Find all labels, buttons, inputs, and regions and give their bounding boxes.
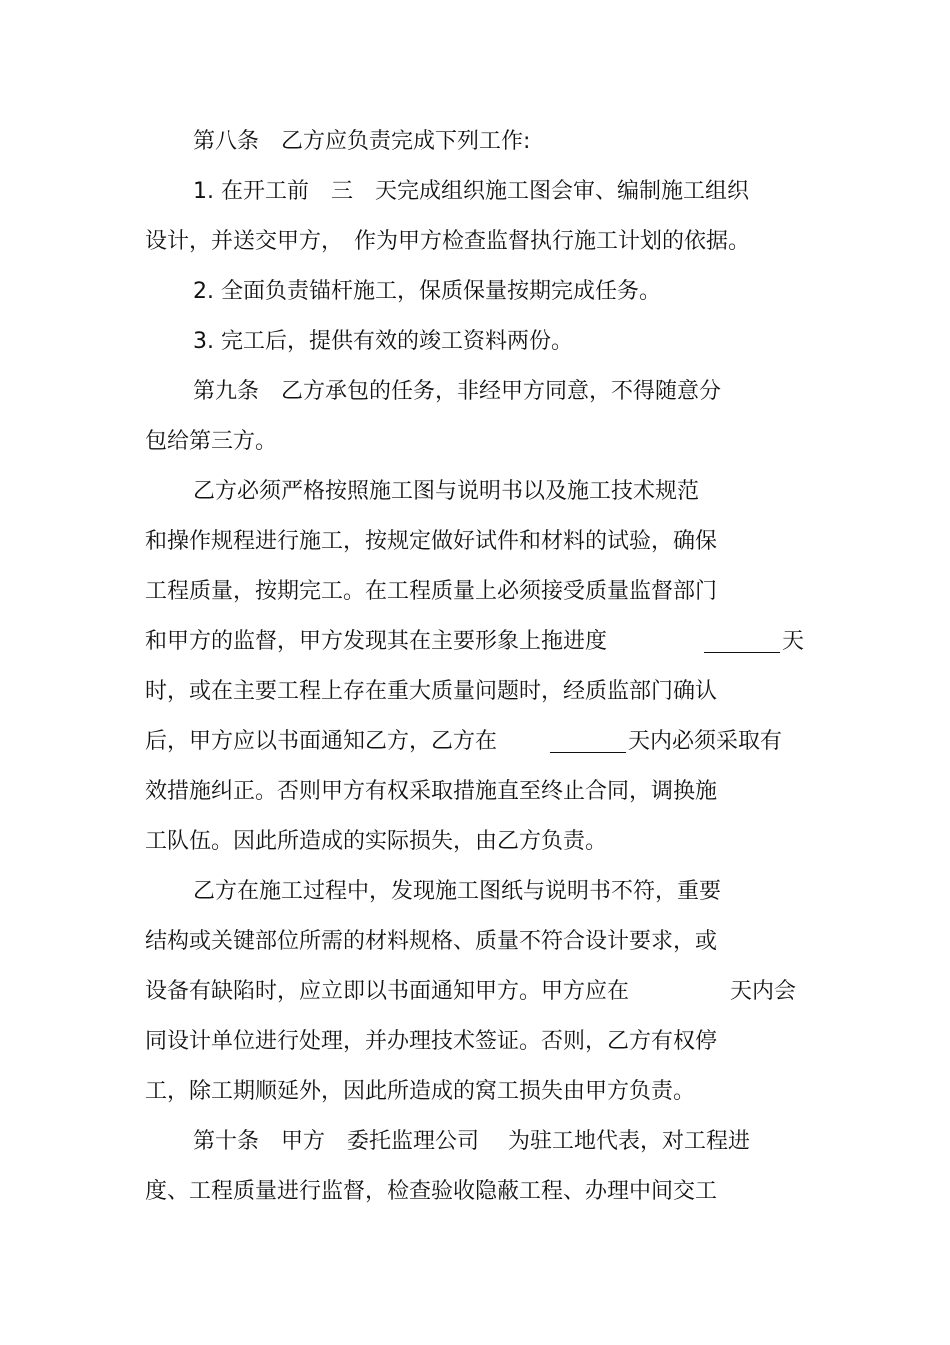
paragraph-line: 3. 完工后，提供有效的竣工资料两份。 xyxy=(193,329,573,354)
paragraph-line: 和甲方的监督，甲方发现其在主要形象上拖进度 xyxy=(145,629,608,654)
paragraph-line: 乙方在施工过程中，发现施工图纸与说明书不符，重要 xyxy=(193,879,722,904)
article-9-heading: 第九条 乙方承包的任务，非经甲方同意，不得随意分 xyxy=(193,379,722,404)
article-8-heading: 第八条 乙方应负责完成下列工作: xyxy=(193,129,531,154)
paragraph-line: 效措施纠正。否则甲方有权采取措施直至终止合同，调换施 xyxy=(145,779,718,804)
paragraph-line: 和操作规程进行施工，按规定做好试件和材料的试验，确保 xyxy=(145,529,718,554)
paragraph-line: 工程质量，按期完工。在工程质量上必须接受质量监督部门 xyxy=(145,579,718,604)
paragraph-line: 工，除工期顺延外，因此所造成的窝工损失由甲方负责。 xyxy=(145,1079,696,1104)
paragraph-line: 工队伍。因此所造成的实际损失，由乙方负责。 xyxy=(145,829,608,854)
paragraph-line: 设备有缺陷时，应立即以书面通知甲方。甲方应在 xyxy=(145,979,630,1004)
paragraph-line: 设计，并送交甲方， 作为甲方检查监督执行施工计划的依据。 xyxy=(145,229,751,254)
paragraph-line: 结构或关键部位所需的材料规格、质量不符合设计要求，或 xyxy=(145,929,718,954)
paragraph-line: 度、工程质量进行监督，检查验收隐蔽工程、办理中间交工 xyxy=(145,1179,718,1204)
paragraph-line: 天 xyxy=(782,629,805,654)
paragraph-line: 2. 全面负责锚杆施工，保质保量按期完成任务。 xyxy=(193,279,661,304)
paragraph-line: 时，或在主要工程上存在重大质量问题时，经质监部门确认 xyxy=(145,679,718,704)
paragraph-line: 天内必须采取有 xyxy=(628,729,783,754)
fill-in-blank xyxy=(550,728,626,753)
paragraph-line: 天内会 xyxy=(730,979,797,1004)
paragraph-line: 同设计单位进行处理，并办理技术签证。否则，乙方有权停 xyxy=(145,1029,718,1054)
paragraph-line: 包给第三方。 xyxy=(145,429,278,454)
article-10-heading: 第十条 甲方 委托监理公司 为驻工地代表，对工程进 xyxy=(193,1129,750,1154)
paragraph-line: 乙方必须严格按照施工图与说明书以及施工技术规范 xyxy=(193,479,700,504)
paragraph-line: 后，甲方应以书面通知乙方，乙方在 xyxy=(145,729,498,754)
paragraph-line: 1. 在开工前 三 天完成组织施工图会审、编制施工组织 xyxy=(193,179,749,204)
fill-in-blank xyxy=(704,628,780,653)
